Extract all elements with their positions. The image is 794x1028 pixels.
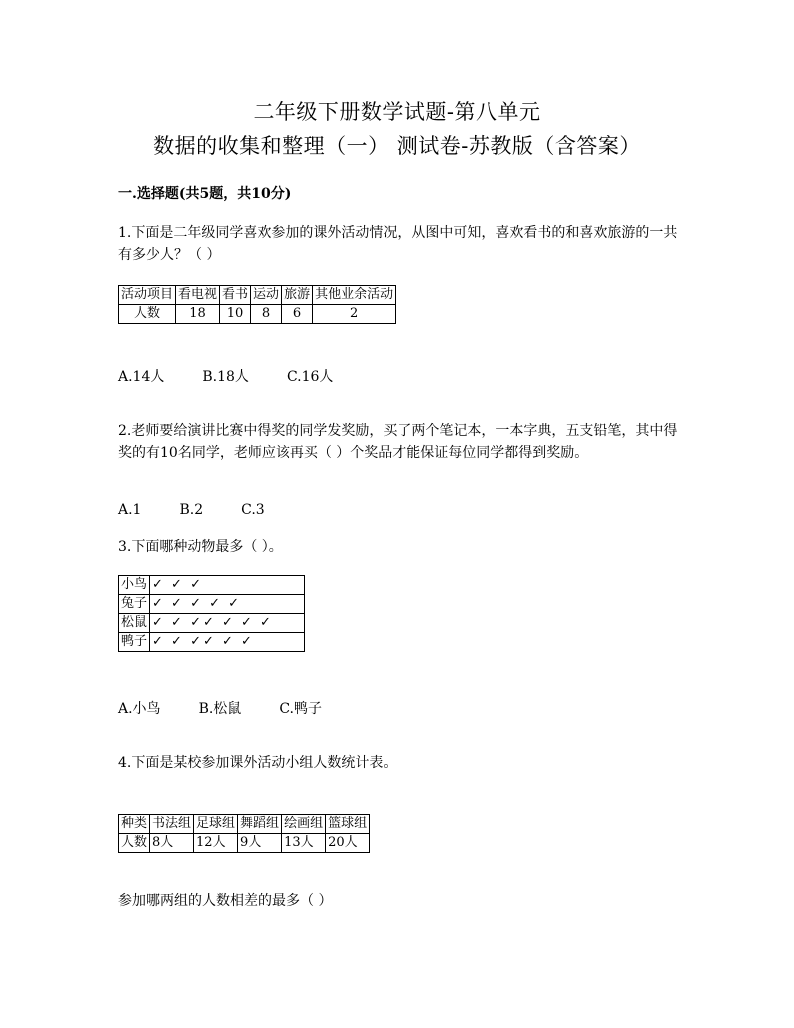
title-line-2: 数据的收集和整理（一） 测试卷-苏教版（含答案）: [153, 134, 641, 158]
option-b[interactable]: B.松鼠: [198, 701, 242, 717]
option-c[interactable]: C.16人: [286, 369, 334, 385]
table-cell: 种类: [119, 815, 150, 834]
table-cell: 8人: [150, 834, 194, 853]
option-a[interactable]: A.小鸟: [118, 701, 161, 717]
table-cell: ✓ ✓ ✓: [150, 576, 305, 595]
question-1-options: [118, 366, 371, 386]
table-row: [119, 286, 396, 305]
table-cell: 松鼠: [119, 614, 150, 633]
option-c[interactable]: C.鸭子: [279, 701, 322, 717]
question-3-text: 3.下面哪种动物最多（ ）。: [118, 539, 283, 555]
table-cell: ✓ ✓ ✓ ✓ ✓: [150, 595, 305, 614]
table-cell: 人数: [119, 834, 150, 853]
table-row: [119, 834, 370, 853]
table-cell: 兔子: [119, 595, 150, 614]
table-cell: ✓ ✓ ✓✓ ✓ ✓ ✓: [150, 614, 305, 633]
table-cell: 看电视: [176, 286, 220, 305]
table-cell: 12人: [194, 834, 238, 853]
table-cell: 舞蹈组: [238, 815, 282, 834]
table-cell: ✓ ✓ ✓✓ ✓ ✓: [150, 633, 305, 652]
table-cell: 13人: [282, 834, 326, 853]
table-cell: 看书: [220, 286, 251, 305]
table-cell: 8: [251, 305, 282, 324]
question-1-text: 1.下面是二年级同学喜欢参加的课外活动情况，从图中可知，喜欢看书的和喜欢旅游的一共有多少人？（ ）: [118, 225, 678, 263]
table-row: [119, 576, 305, 595]
table-row: [119, 595, 305, 614]
table-cell: 鸭子: [119, 633, 150, 652]
table-row: [119, 614, 305, 633]
table-cell: 10: [220, 305, 251, 324]
table-cell: 20人: [326, 834, 370, 853]
table-cell: 6: [282, 305, 313, 324]
table-cell: 旅游: [282, 286, 313, 305]
table-cell: 绘画组: [282, 815, 326, 834]
question-3-tally-table: [118, 575, 305, 652]
table-cell: 人数: [119, 305, 176, 324]
question-4-table: [118, 814, 370, 853]
section-heading: 一.选择题(共5题，共10分): [118, 186, 292, 202]
table-cell: 书法组: [150, 815, 194, 834]
table-row: [119, 633, 305, 652]
table-cell: 运动: [251, 286, 282, 305]
table-cell: 小鸟: [119, 576, 150, 595]
table-cell: 篮球组: [326, 815, 370, 834]
table-cell: 活动项目: [119, 286, 176, 305]
table-cell: 18: [176, 305, 220, 324]
option-a[interactable]: A.1: [118, 502, 142, 518]
table-row: [119, 305, 396, 324]
table-cell: 9人: [238, 834, 282, 853]
option-a[interactable]: A.14人: [118, 369, 165, 385]
table-cell: 其他业余活动: [313, 286, 396, 305]
question-3-options: [118, 698, 360, 718]
question-4-subquestion: 参加哪两组的人数相差的最多（ ）: [118, 893, 333, 909]
question-1-table: [118, 285, 396, 324]
option-c[interactable]: C.3: [241, 502, 265, 518]
option-b[interactable]: B.18人: [202, 369, 249, 385]
question-4-text: 4.下面是某校参加课外活动小组人数统计表。: [118, 755, 398, 771]
question-2-text: 2.老师要给演讲比赛中得奖的同学发奖励，买了两个笔记本，一本字典，五支铅笔，其中得奖的有10名同学，老师应该再买（ ）个奖品才能保证每位同学都得到奖励。: [118, 423, 678, 461]
table-cell: 2: [313, 305, 396, 324]
option-b[interactable]: B.2: [179, 502, 204, 518]
table-cell: 足球组: [194, 815, 238, 834]
table-row: [119, 815, 370, 834]
question-2-options: [118, 502, 303, 518]
title-line-1: 二年级下册数学试题-第八单元: [253, 100, 541, 124]
